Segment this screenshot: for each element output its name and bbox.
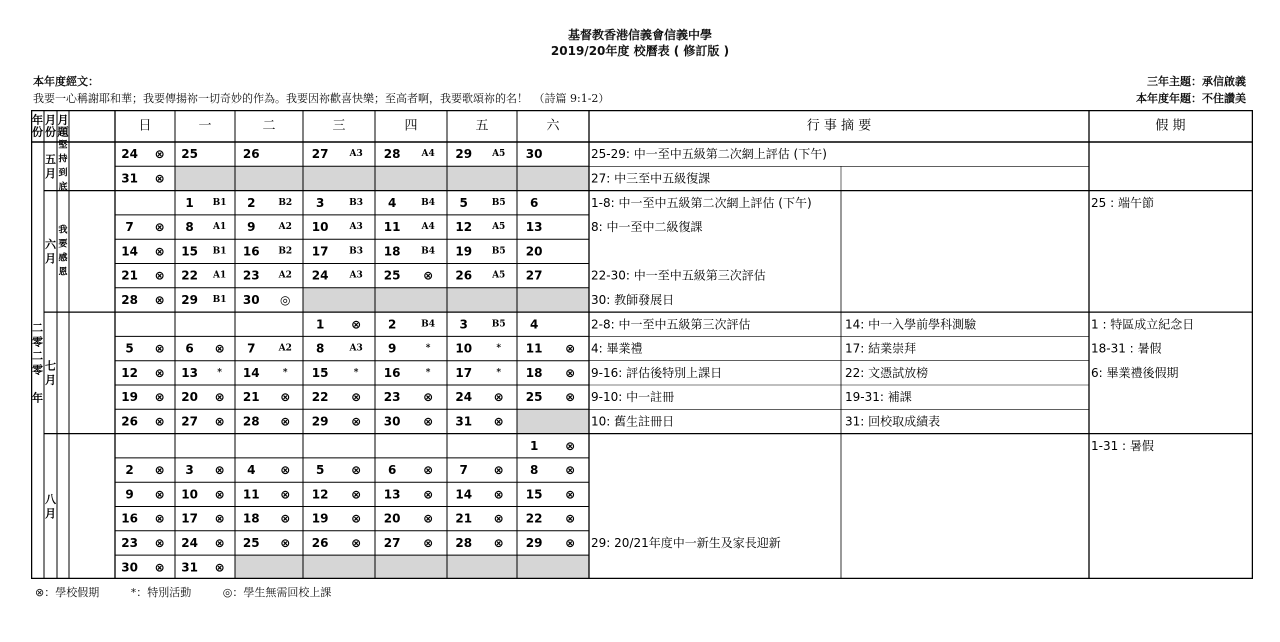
day-number: 23 xyxy=(121,535,138,550)
event-text: 29: 20/21年度中一新生及家長迎新 xyxy=(591,535,781,550)
day-mark: B2 xyxy=(278,246,293,257)
column-header-summary: 行 事 摘 要 xyxy=(806,118,872,134)
month-label: 月 xyxy=(45,251,56,265)
day-mark: A2 xyxy=(278,270,292,281)
event-text: 30: 教師發展日 xyxy=(591,292,675,307)
day-mark: B2 xyxy=(278,197,293,208)
day-number: 9 xyxy=(247,220,256,235)
day-number: 7 xyxy=(125,220,134,235)
day-mark: B5 xyxy=(491,197,506,208)
day-number: 26 xyxy=(311,535,329,550)
year-theme: 本年度年題：不住讚美 xyxy=(1136,92,1246,105)
day-mark: ⊗ xyxy=(214,511,225,526)
event-text: 8: 中一至中二級復課 xyxy=(591,220,703,235)
month-theme: 我 xyxy=(58,225,68,236)
day-mark: ⊗ xyxy=(154,535,165,550)
day-mark: ⊗ xyxy=(493,535,504,550)
event-text-2: 22: 文憑試放榜 xyxy=(845,365,929,380)
day-mark: B5 xyxy=(491,319,506,330)
day-mark: B1 xyxy=(212,246,227,257)
day-mark: ⊗ xyxy=(351,535,362,550)
day-mark: ⊗ xyxy=(214,341,225,356)
day-mark: A5 xyxy=(492,270,506,281)
legend-no-school: ◎：學生無需回校上課 xyxy=(222,586,332,599)
year-label: 零 xyxy=(32,335,43,349)
day-mark: * xyxy=(282,367,288,378)
day-number: 9 xyxy=(387,341,397,356)
day-mark: A5 xyxy=(492,149,506,160)
day-number: 2 xyxy=(387,317,397,332)
day-mark: ⊗ xyxy=(565,438,576,453)
shaded-cell xyxy=(175,166,589,190)
day-number: 7 xyxy=(247,341,256,356)
day-header-3: 三 xyxy=(332,118,346,134)
day-header-1: 一 xyxy=(198,118,212,134)
day-number: 19 xyxy=(311,511,329,526)
month-label: 八 xyxy=(45,493,56,506)
event-text: 9-10: 中一註冊 xyxy=(591,390,675,405)
day-mark: B4 xyxy=(421,197,436,208)
day-number: 18 xyxy=(525,365,543,380)
month-theme: 持 xyxy=(58,154,68,165)
day-mark: ⊗ xyxy=(214,560,225,575)
day-number: 15 xyxy=(181,244,198,259)
day-mark: ⊗ xyxy=(423,511,434,526)
day-number: 4 xyxy=(247,463,256,478)
shaded-cell xyxy=(303,288,589,312)
day-header-5: 五 xyxy=(475,118,489,134)
day-number: 8 xyxy=(529,463,539,478)
day-number: 31 xyxy=(121,171,138,186)
day-number: 21 xyxy=(455,511,473,526)
day-number: 9 xyxy=(125,487,134,502)
day-mark: ⊗ xyxy=(493,463,504,478)
day-mark: ⊗ xyxy=(565,535,576,550)
day-number: 15 xyxy=(525,487,543,502)
day-number: 23 xyxy=(383,390,401,405)
day-mark: A3 xyxy=(349,270,363,281)
day-mark: ⊗ xyxy=(280,511,291,526)
day-number: 27 xyxy=(181,414,198,429)
day-mark: B1 xyxy=(212,197,227,208)
event-text-2: 31: 回校取成績表 xyxy=(845,414,941,429)
day-mark: ⊗ xyxy=(351,511,362,526)
day-number: 15 xyxy=(311,365,329,380)
column-header-theme-2: 題 xyxy=(57,125,69,139)
column-header-theme: 月 xyxy=(57,113,69,127)
holiday-text: 1 : 特區成立紀念日 xyxy=(1091,317,1195,332)
calendar-table xyxy=(31,110,1253,579)
day-mark: * xyxy=(425,343,431,354)
day-number: 30 xyxy=(383,414,401,429)
day-mark: ⊗ xyxy=(154,487,165,502)
verse-text: 我要一心稱謝耶和華；我要傳揚祢一切奇妙的作為。我要因祢歡喜快樂；至高者啊，我要歌頌祢的名！ （詩篇 9:1-2） xyxy=(33,92,610,105)
verse-label: 本年度經文： xyxy=(33,75,99,88)
day-number: 26 xyxy=(242,147,260,162)
day-number: 13 xyxy=(181,365,198,380)
day-number: 27 xyxy=(525,268,543,283)
event-text: 22-30: 中一至中五級第三次評估 xyxy=(591,268,766,283)
event-text: 10: 舊生註冊日 xyxy=(591,414,675,429)
day-number: 19 xyxy=(455,244,473,259)
day-mark: ⊗ xyxy=(493,414,504,429)
day-number: 3 xyxy=(459,317,468,332)
day-number: 12 xyxy=(311,487,329,502)
event-text: 1-8: 中一至中五級第二次網上評估 (下午) xyxy=(591,195,812,210)
day-mark: ⊗ xyxy=(280,487,291,502)
day-mark: * xyxy=(217,367,222,378)
day-mark: ⊗ xyxy=(493,487,504,502)
day-mark: ⊗ xyxy=(154,341,165,356)
day-mark: ⊗ xyxy=(493,511,504,526)
day-number: 5 xyxy=(459,195,468,210)
column-header-month: 月 xyxy=(45,113,56,127)
day-number: 1 xyxy=(529,438,539,453)
day-number: 17 xyxy=(455,365,473,380)
day-mark: * xyxy=(496,343,502,354)
event-text: 27: 中三至中五級復課 xyxy=(591,171,711,186)
column-header-holiday: 假 期 xyxy=(1155,118,1186,134)
day-number: 20 xyxy=(181,390,198,405)
legend xyxy=(35,584,359,600)
day-mark: ⊗ xyxy=(154,268,165,283)
day-mark: B1 xyxy=(212,294,227,305)
day-mark: ⊗ xyxy=(280,390,291,405)
month-label: 五 xyxy=(45,152,56,166)
day-mark: ⊗ xyxy=(154,292,165,307)
column-header-year-2: 份 xyxy=(32,125,43,139)
three-year-theme: 三年主題：承信啟義 xyxy=(1147,75,1246,88)
legend-holiday: ⊗：學校假期 xyxy=(35,586,100,599)
day-mark: * xyxy=(353,367,359,378)
day-mark: ⊗ xyxy=(214,414,225,429)
day-number: 11 xyxy=(383,220,401,235)
day-number: 5 xyxy=(125,341,134,356)
day-mark: ⊗ xyxy=(565,463,576,478)
day-mark: A3 xyxy=(349,222,363,233)
day-mark: B5 xyxy=(491,246,506,257)
day-number: 24 xyxy=(181,535,198,550)
year-label: 二 xyxy=(32,321,43,335)
day-number: 29 xyxy=(181,292,198,307)
day-number: 23 xyxy=(242,268,260,283)
day-mark: ⊗ xyxy=(423,535,434,550)
day-mark: A5 xyxy=(492,222,506,233)
day-mark: A3 xyxy=(349,149,363,160)
day-mark: ⊗ xyxy=(154,171,165,186)
day-number: 14 xyxy=(242,365,260,380)
day-number: 2 xyxy=(247,195,256,210)
day-mark: ⊗ xyxy=(214,463,225,478)
month-theme: 感 xyxy=(58,253,68,264)
month-label: 月 xyxy=(45,166,56,180)
day-number: 30 xyxy=(525,147,543,162)
holiday-text: 25 : 端午節 xyxy=(1091,195,1154,210)
day-mark: ⊗ xyxy=(214,487,225,502)
day-number: 31 xyxy=(181,560,198,575)
event-text: 4: 畢業禮 xyxy=(591,341,643,356)
day-number: 6 xyxy=(185,341,194,356)
day-mark: ⊗ xyxy=(351,463,362,478)
legend-special: *：特別活動 xyxy=(130,586,192,599)
month-label: 月 xyxy=(45,373,56,387)
day-number: 24 xyxy=(455,390,473,405)
day-number: 7 xyxy=(459,463,468,478)
year-label: 零 xyxy=(32,363,43,377)
day-mark: A1 xyxy=(212,222,227,233)
day-number: 13 xyxy=(383,487,401,502)
day-number: 27 xyxy=(383,535,401,550)
day-number: 25 xyxy=(242,535,260,550)
day-header-4: 四 xyxy=(404,118,418,134)
month-theme: 要 xyxy=(58,239,68,250)
day-mark: ⊗ xyxy=(351,487,362,502)
day-number: 28 xyxy=(242,414,260,429)
day-number: 10 xyxy=(455,341,473,356)
day-mark: A4 xyxy=(421,149,435,160)
day-number: 10 xyxy=(181,487,198,502)
day-number: 21 xyxy=(121,268,138,283)
day-number: 29 xyxy=(525,535,543,550)
day-mark: ⊗ xyxy=(565,487,576,502)
day-number: 17 xyxy=(181,511,198,526)
day-number: 1 xyxy=(185,195,194,210)
day-mark: ⊗ xyxy=(214,390,225,405)
school-name: 基督教香港信義會信義中學 xyxy=(567,28,712,42)
day-mark: A2 xyxy=(278,343,292,354)
column-header-year: 年 xyxy=(32,113,43,127)
day-number: 18 xyxy=(383,244,401,259)
holiday-text: 1-31 : 暑假 xyxy=(1091,438,1154,453)
day-mark: A2 xyxy=(278,222,292,233)
day-number: 25 xyxy=(181,147,198,162)
day-mark: ⊗ xyxy=(423,463,434,478)
day-number: 14 xyxy=(455,487,473,502)
month-theme: 底 xyxy=(58,182,68,193)
day-mark: ⊗ xyxy=(154,463,165,478)
day-mark: A3 xyxy=(349,343,363,354)
year-label: 二 xyxy=(32,349,43,363)
day-number: 24 xyxy=(121,147,138,162)
day-header-0: 日 xyxy=(138,118,152,134)
day-number: 26 xyxy=(455,268,473,283)
day-number: 30 xyxy=(242,292,260,307)
day-number: 14 xyxy=(121,244,138,259)
day-number: 4 xyxy=(529,317,539,332)
day-number: 22 xyxy=(311,390,329,405)
event-text: 9-16: 評估後特別上課日 xyxy=(591,365,723,380)
day-mark: ⊗ xyxy=(565,511,576,526)
day-number: 20 xyxy=(525,244,543,259)
month-theme: 堅 xyxy=(58,140,68,151)
event-text-2: 17: 結業崇拜 xyxy=(845,341,917,356)
day-header-6: 六 xyxy=(546,118,560,134)
day-mark: ⊗ xyxy=(280,535,291,550)
day-number: 12 xyxy=(455,220,473,235)
day-number: 4 xyxy=(387,195,397,210)
year-label: 年 xyxy=(32,391,43,405)
month-theme: 恩 xyxy=(58,267,68,278)
day-number: 16 xyxy=(383,365,401,380)
day-number: 8 xyxy=(315,341,325,356)
day-number: 6 xyxy=(529,195,539,210)
day-number: 2 xyxy=(125,463,134,478)
day-mark: B3 xyxy=(349,246,364,257)
month-label: 七 xyxy=(45,359,56,373)
holiday-text: 6: 畢業禮後假期 xyxy=(1091,365,1179,380)
day-mark: ⊗ xyxy=(154,244,165,259)
day-number: 11 xyxy=(525,341,543,356)
day-mark: ⊗ xyxy=(351,414,362,429)
day-number: 16 xyxy=(242,244,260,259)
day-mark: ⊗ xyxy=(423,268,434,283)
day-mark: ⊗ xyxy=(351,390,362,405)
day-number: 22 xyxy=(525,511,543,526)
calendar-title: 2019/20年度 校曆表 ( 修訂版 ) xyxy=(550,44,730,58)
day-number: 31 xyxy=(455,414,473,429)
day-mark: A4 xyxy=(421,222,435,233)
day-mark: ⊗ xyxy=(565,341,576,356)
holiday-text: 18-31 : 暑假 xyxy=(1091,341,1162,356)
day-number: 12 xyxy=(121,365,138,380)
day-number: 10 xyxy=(311,220,329,235)
column-header-month-2: 份 xyxy=(45,125,56,139)
day-mark: ⊗ xyxy=(154,414,165,429)
day-mark: ⊗ xyxy=(154,147,165,162)
day-header-2: 二 xyxy=(262,118,276,134)
day-number: 5 xyxy=(315,463,325,478)
day-number: 3 xyxy=(185,463,194,478)
day-number: 17 xyxy=(311,244,329,259)
day-number: 29 xyxy=(311,414,329,429)
day-number: 27 xyxy=(311,147,329,162)
month-theme: 到 xyxy=(58,168,68,179)
day-mark: ⊗ xyxy=(493,390,504,405)
day-mark: ⊗ xyxy=(423,414,434,429)
day-number: 18 xyxy=(242,511,260,526)
day-mark: B4 xyxy=(421,319,436,330)
event-text: 25-29: 中一至中五級第二次網上評估 (下午) xyxy=(591,147,827,162)
day-mark: ⊗ xyxy=(214,535,225,550)
day-number: 3 xyxy=(315,195,325,210)
day-mark: ⊗ xyxy=(565,390,576,405)
day-number: 28 xyxy=(121,292,138,307)
day-mark: B4 xyxy=(421,246,436,257)
day-mark: ◎ xyxy=(280,292,291,307)
month-label: 月 xyxy=(45,507,56,520)
day-number: 30 xyxy=(121,560,138,575)
day-number: 16 xyxy=(121,511,138,526)
day-number: 8 xyxy=(185,220,194,235)
day-mark: ⊗ xyxy=(154,390,165,405)
day-mark: * xyxy=(496,367,502,378)
day-number: 25 xyxy=(383,268,401,283)
day-mark: ⊗ xyxy=(154,365,165,380)
day-number: 22 xyxy=(181,268,198,283)
day-number: 26 xyxy=(121,414,138,429)
event-text: 2-8: 中一至中五級第三次評估 xyxy=(591,317,751,332)
day-number: 25 xyxy=(525,390,543,405)
day-number: 19 xyxy=(121,390,138,405)
day-number: 1 xyxy=(315,317,325,332)
shaded-cell xyxy=(517,409,589,433)
day-mark: ⊗ xyxy=(423,390,434,405)
day-number: 28 xyxy=(383,147,401,162)
day-mark: ⊗ xyxy=(154,560,165,575)
day-number: 28 xyxy=(455,535,473,550)
day-mark: ⊗ xyxy=(423,487,434,502)
day-mark: A1 xyxy=(212,270,227,281)
day-mark: ⊗ xyxy=(154,220,165,235)
day-number: 11 xyxy=(242,487,260,502)
day-number: 21 xyxy=(242,390,260,405)
day-mark: ⊗ xyxy=(280,463,291,478)
day-mark: ⊗ xyxy=(351,317,362,332)
month-label: 六 xyxy=(45,237,56,251)
event-text-2: 19-31: 補課 xyxy=(845,390,912,405)
day-number: 24 xyxy=(311,268,329,283)
day-number: 29 xyxy=(455,147,473,162)
shaded-cell xyxy=(235,555,589,579)
day-number: 13 xyxy=(525,220,543,235)
day-mark: ⊗ xyxy=(154,511,165,526)
day-number: 6 xyxy=(387,463,397,478)
event-text-2: 14: 中一入學前學科測驗 xyxy=(845,317,977,332)
day-mark: * xyxy=(425,367,431,378)
day-mark: ⊗ xyxy=(280,414,291,429)
day-number: 20 xyxy=(383,511,401,526)
day-mark: ⊗ xyxy=(565,365,576,380)
day-mark: B3 xyxy=(349,197,364,208)
